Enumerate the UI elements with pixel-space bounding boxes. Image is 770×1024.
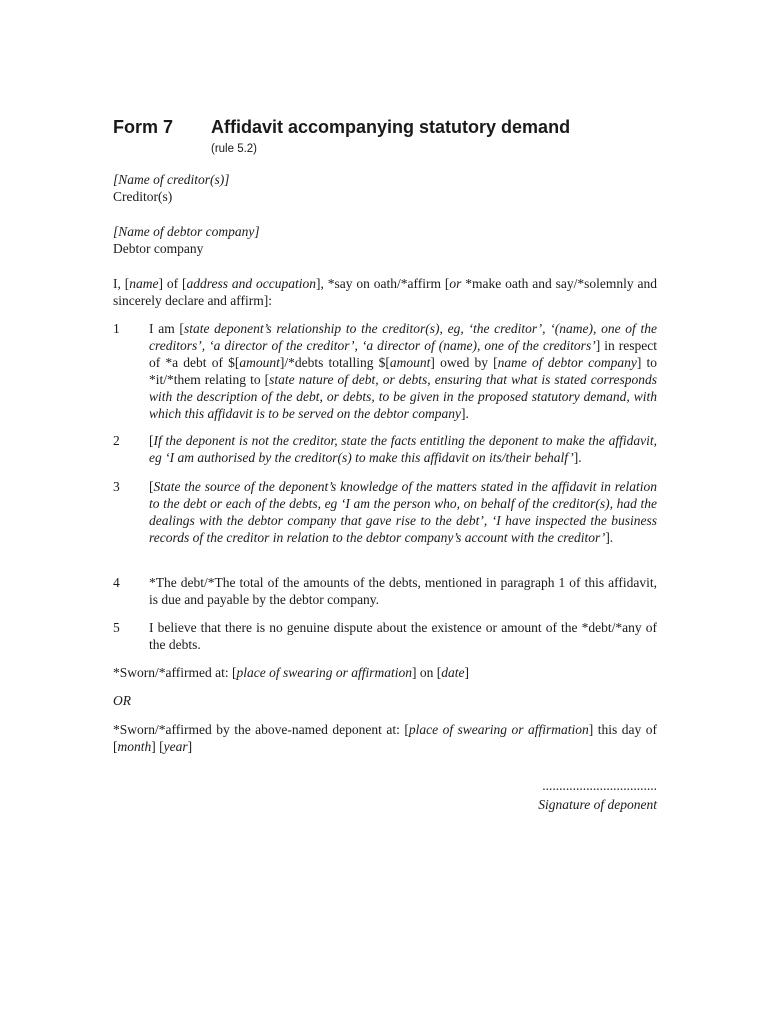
form-title: Affidavit accompanying statutory demand	[211, 117, 571, 137]
or-separator: OR	[113, 693, 131, 708]
form-number: Form 7	[113, 117, 174, 137]
rule-reference: (rule 5.2)	[211, 143, 258, 155]
creditor-label: Creditor(s)	[113, 189, 173, 204]
debtor-label: Debtor company	[113, 241, 204, 256]
paragraph-text: I am [state deponent’s relationship to the creditor(s), eg, ‘the creditor’, ‘(name), one of the creditors’, ‘a director of the creditor’, ‘a director of (name), one of the creditors’] in respect of *a debt of $[amount]/*debts totalling $[amount] owed by [name of debtor company] to *it/*them relating to [state nature of debt, or debts, ensuring that what is stated corresponds with the description of the debt, or debts, to be given in the proposed statutory demand, with which this affidavit is to be served on the debtor company].	[149, 321, 658, 421]
paragraph-text: *The debt/*The total of the amounts of the debts, mentioned in paragraph 1 of this affidavit, is due and payable by the debtor company.	[149, 575, 657, 607]
debtor-block	[113, 223, 657, 257]
sworn-at-line: *Sworn/*affirmed at: [place of swearing or affirmation] on [date]	[113, 665, 469, 680]
paragraph-text: I believe that there is no genuine dispute about the existence or amount of the *debt/*any of the debts.	[149, 620, 657, 652]
paragraph-number: 3	[113, 479, 120, 494]
signature-label: Signature of deponent	[538, 797, 657, 812]
signature-line: ..................................	[542, 778, 657, 793]
paragraph-number: 1	[113, 321, 120, 336]
paragraph-text: [State the source of the deponent’s knowledge of the matters stated in the affidavit in relation to the debt or each of the debts, eg ‘I am the person who, on behalf of the creditor(s), had the dealings with the debtor company that gave rise to the debt’, ‘I have inspected the business records of the creditor in relation to the debtor company’s account with the creditor’].	[149, 479, 657, 545]
paragraph-text: [If the deponent is not the creditor, state the facts entitling the deponent to make the affidavit, eg ‘I am authorised by the creditor(s) to make this affidavit on its/their behalf’].	[149, 433, 657, 465]
paragraph-number: 2	[113, 433, 120, 448]
creditor-placeholder: [Name of creditor(s)]	[113, 172, 230, 187]
debtor-placeholder: [Name of debtor company]	[113, 224, 260, 239]
sworn-by-deponent-line: *Sworn/*affirmed by the above-named deponent at: [place of swearing or affirmation] this day of [month] [year]	[113, 722, 657, 754]
intro-paragraph: I, [name] of [address and occupation], *say on oath/*affirm [or *make oath and say/*solemnly and sincerely declare and affirm]:	[113, 276, 657, 308]
creditor-block	[113, 171, 657, 205]
paragraph-number: 4	[113, 575, 120, 590]
paragraph-number: 5	[113, 620, 120, 635]
